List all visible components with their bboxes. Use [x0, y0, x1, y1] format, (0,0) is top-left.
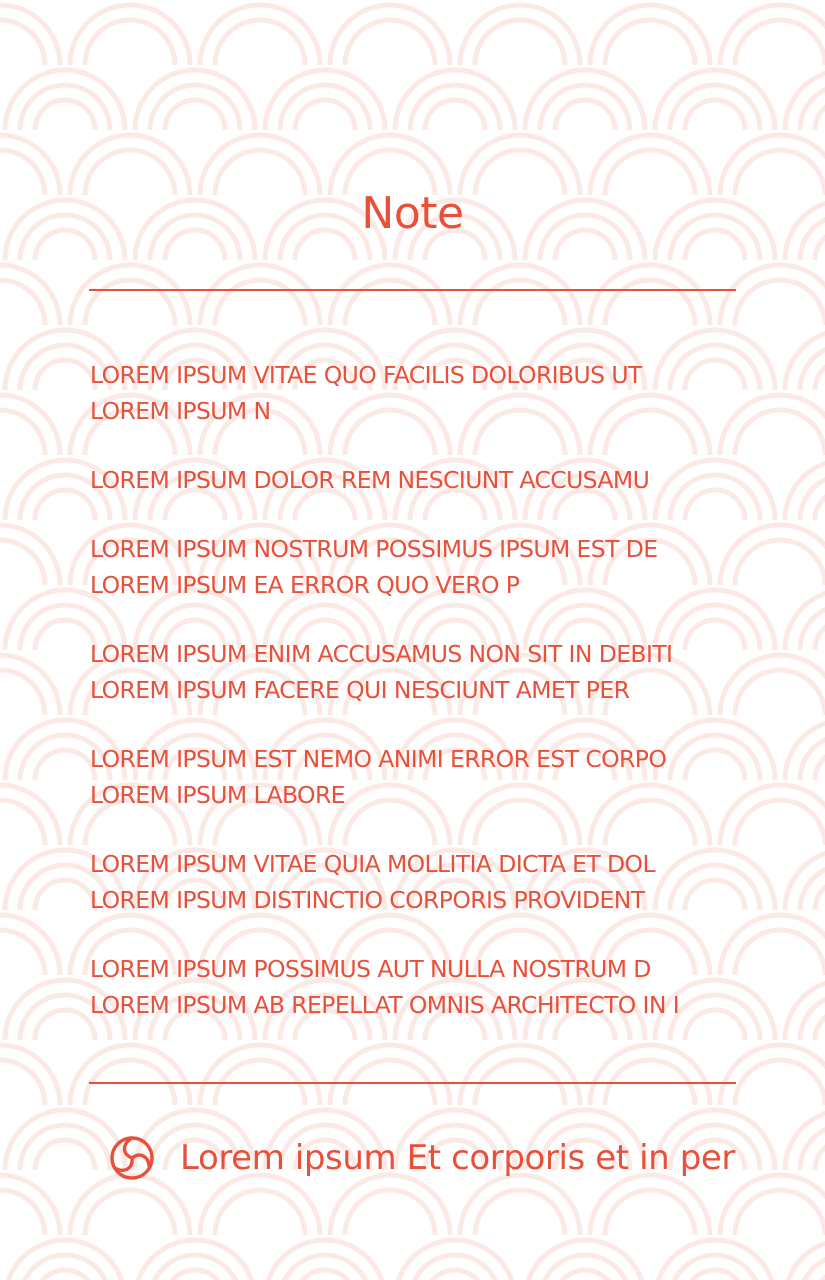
top-divider [89, 289, 736, 291]
list-item-line: LOREM IPSUM VITAE QUIA MOLLITIA DICTA ET DOL [90, 850, 655, 878]
list-item-line: LOREM IPSUM VITAE QUO FACILIS DOLORIBUS UT [90, 361, 642, 389]
list-item-line: LOREM IPSUM DOLOR REM NESCIUNT ACCUSAMU [90, 466, 650, 494]
list-item-line: LOREM IPSUM LABORE [90, 781, 345, 809]
list-item-line: LOREM IPSUM N [90, 397, 271, 425]
page-title: Note [361, 188, 464, 239]
list-item [90, 951, 740, 1023]
list-item-line: LOREM IPSUM NOSTRUM POSSIMUS IPSUM EST DE [90, 535, 658, 563]
list-item [90, 462, 740, 498]
list-item [90, 531, 740, 603]
list-item-line: LOREM IPSUM EA ERROR QUO VERO P [90, 571, 520, 599]
list-item [90, 741, 740, 813]
list-item-line: LOREM IPSUM POSSIMUS AUT NULLA NOSTRUM D [90, 955, 651, 983]
list-item-line: LOREM IPSUM DISTINCTIO CORPORIS PROVIDENT [90, 886, 645, 914]
list-item [90, 357, 740, 429]
note-items-list [90, 357, 740, 1056]
footer-text: Lorem ipsum Et corporis et in per [180, 1138, 736, 1178]
list-item [90, 846, 740, 918]
list-item-line: LOREM IPSUM EST NEMO ANIMI ERROR EST CORPO [90, 745, 667, 773]
bottom-divider [89, 1082, 736, 1084]
list-item-line: LOREM IPSUM FACERE QUI NESCIUNT AMET PER [90, 676, 630, 704]
list-item-line: LOREM IPSUM AB REPELLAT OMNIS ARCHITECTO IN I [90, 991, 680, 1019]
list-item-line: LOREM IPSUM ENIM ACCUSAMUS NON SIT IN DEBITI [90, 640, 673, 668]
footer [108, 1132, 735, 1184]
swirl-logo-icon [108, 1134, 156, 1182]
list-item [90, 636, 740, 708]
